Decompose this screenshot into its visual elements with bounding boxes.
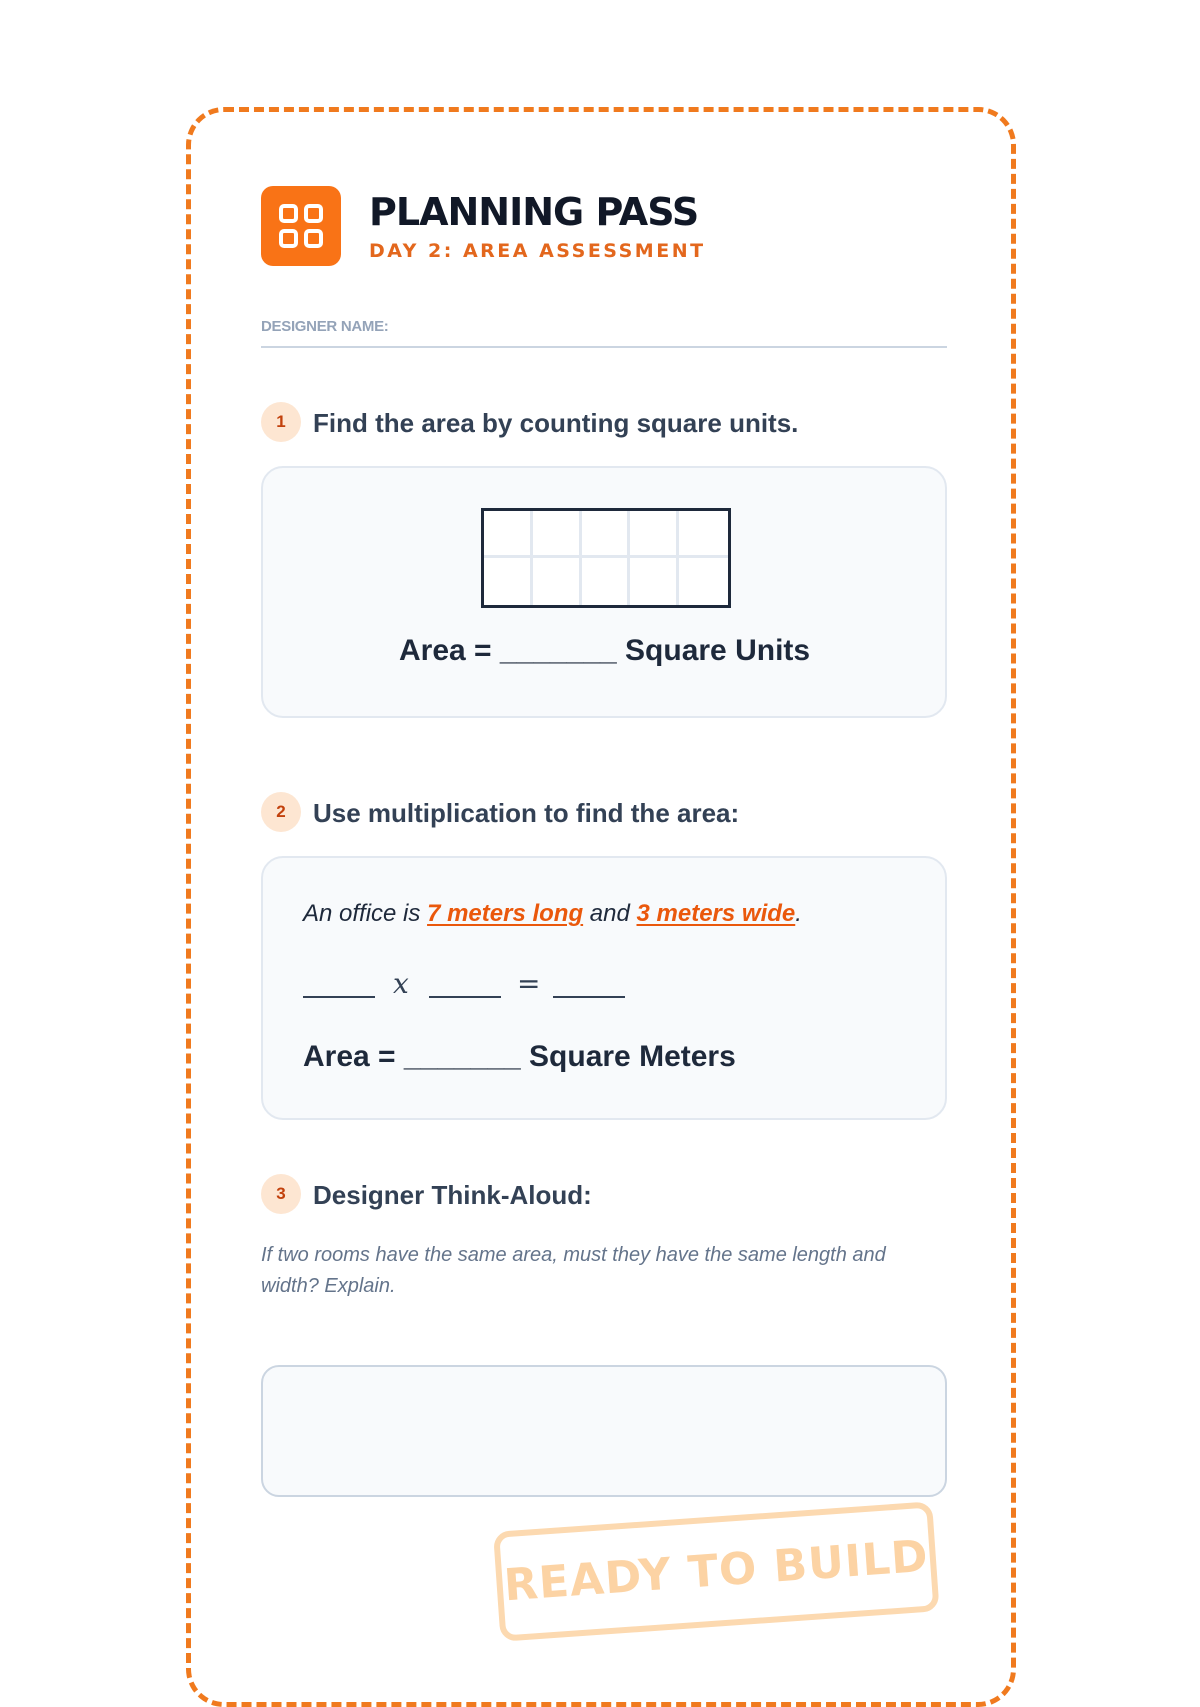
question-number-badge: 3 [261, 1174, 301, 1214]
grid-four-squares-icon [261, 186, 341, 266]
area-label: Area = [303, 1040, 404, 1073]
grid-cell [533, 511, 582, 558]
planning-pass-card [186, 107, 1016, 1707]
factor-blank-2[interactable] [429, 996, 501, 998]
grid-cell [630, 558, 679, 605]
think-aloud-answer-box[interactable] [261, 1365, 947, 1497]
equals-sign: = [517, 967, 541, 1000]
multiplication-equation [303, 966, 663, 1006]
question-1-panel [261, 466, 947, 718]
grid-cell [679, 511, 728, 558]
product-blank[interactable] [553, 996, 625, 998]
question-text: Find the area by counting square units. [313, 408, 799, 438]
area-answer-line [399, 634, 810, 668]
square-units-grid [481, 508, 731, 608]
designer-name-field[interactable] [261, 318, 947, 348]
question-1 [261, 402, 951, 444]
factor-blank-1[interactable] [303, 996, 375, 998]
problem-middle: and [583, 900, 637, 927]
grid-cell [484, 558, 533, 605]
area-blank[interactable]: _______ [403, 1040, 521, 1073]
think-aloud-prompt: If two rooms have the same area, must they have the same length and width? Explain. [261, 1244, 886, 1297]
problem-suffix: . [795, 900, 802, 927]
problem-prefix: An office is [303, 900, 428, 927]
grid-cell [679, 558, 728, 605]
question-text: Designer Think-Aloud: [313, 1180, 592, 1210]
question-2 [261, 792, 951, 834]
grid-cell [484, 511, 533, 558]
area-unit: Square Meters [520, 1040, 736, 1073]
area-label: Area = [399, 634, 500, 667]
word-problem [303, 900, 802, 928]
header [261, 186, 881, 268]
grid-cell [533, 558, 582, 605]
question-3 [261, 1174, 951, 1216]
length-highlight: 7 meters long [427, 900, 584, 927]
designer-name-label: DESIGNER NAME: [261, 318, 389, 335]
ready-to-build-stamp: READY TO BUILD [493, 1501, 940, 1641]
area-unit: Square Units [616, 634, 811, 667]
question-number-badge: 2 [261, 792, 301, 832]
area-answer-line [303, 1040, 736, 1074]
times-sign: x [393, 967, 409, 1000]
page-subtitle: DAY 2: AREA ASSESSMENT [369, 240, 706, 262]
page-title: PLANNING PASS [369, 190, 699, 234]
question-text: Use multiplication to find the area: [313, 798, 740, 828]
grid-cell [582, 511, 631, 558]
question-2-panel [261, 856, 947, 1120]
grid-cell [582, 558, 631, 605]
grid-cell [630, 511, 679, 558]
question-number-badge: 1 [261, 402, 301, 442]
area-blank[interactable]: _______ [499, 634, 617, 667]
width-highlight: 3 meters wide [636, 900, 796, 927]
